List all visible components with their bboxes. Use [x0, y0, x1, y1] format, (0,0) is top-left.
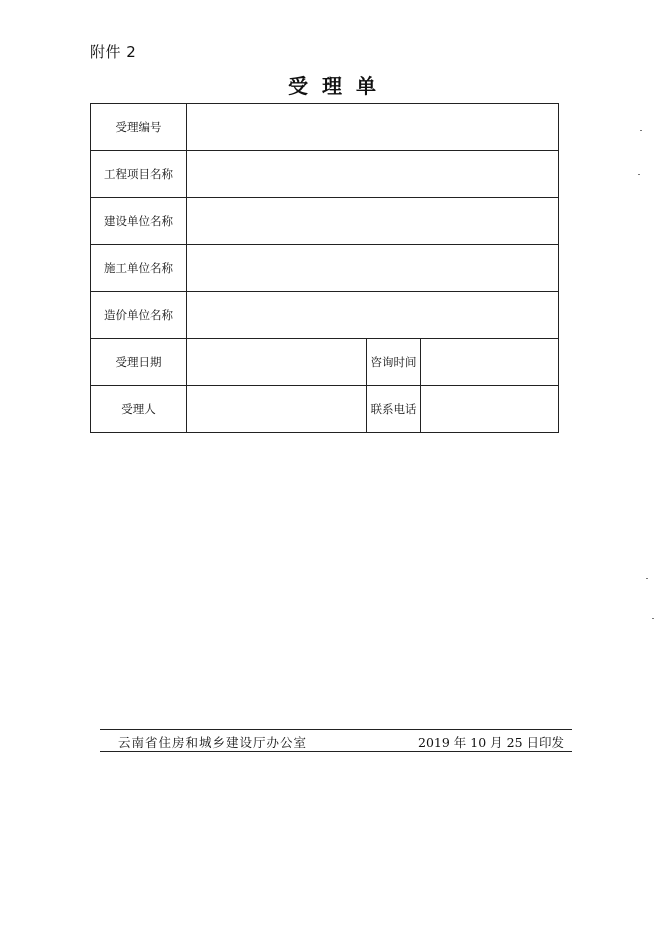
footer-issuing-office: 云南省住房和城乡建设厅办公室 — [118, 735, 308, 750]
footer-issue-date: 2019 年 10 月 25 日印发 — [418, 735, 564, 750]
label-cost-consultant-name: 造价单位名称 — [91, 292, 187, 339]
field-developer-name — [187, 198, 559, 245]
scan-speck — [638, 174, 640, 175]
label-contractor-name: 施工单位名称 — [91, 245, 187, 292]
footer-divider-top — [100, 729, 572, 730]
label-project-name: 工程项目名称 — [91, 151, 187, 198]
scan-speck — [640, 130, 642, 131]
field-contractor-name — [187, 245, 559, 292]
scan-speck — [646, 578, 648, 579]
form-row — [91, 198, 559, 245]
field-receiver — [187, 386, 367, 433]
label-receiver: 受理人 — [91, 386, 187, 433]
field-cost-consultant-name — [187, 292, 559, 339]
label-acceptance-date: 受理日期 — [91, 339, 187, 386]
field-contact-phone — [421, 386, 559, 433]
field-acceptance-number — [187, 104, 559, 151]
field-project-name — [187, 151, 559, 198]
label-acceptance-number: 受理编号 — [91, 104, 187, 151]
footer-divider-bottom — [100, 751, 572, 752]
field-acceptance-date — [187, 339, 367, 386]
label-developer-name: 建设单位名称 — [91, 198, 187, 245]
field-consultation-time — [421, 339, 559, 386]
form-row — [91, 339, 559, 386]
label-consultation-time: 咨询时间 — [367, 339, 421, 386]
form-row — [91, 151, 559, 198]
label-contact-phone: 联系电话 — [367, 386, 421, 433]
form-row — [91, 245, 559, 292]
form-row — [91, 104, 559, 151]
form-row — [91, 292, 559, 339]
acceptance-form-table — [90, 103, 559, 433]
page-title: 受理单 — [288, 74, 390, 98]
scan-speck — [652, 618, 654, 619]
form-row — [91, 386, 559, 433]
attachment-label: 附件 2 — [90, 43, 137, 61]
